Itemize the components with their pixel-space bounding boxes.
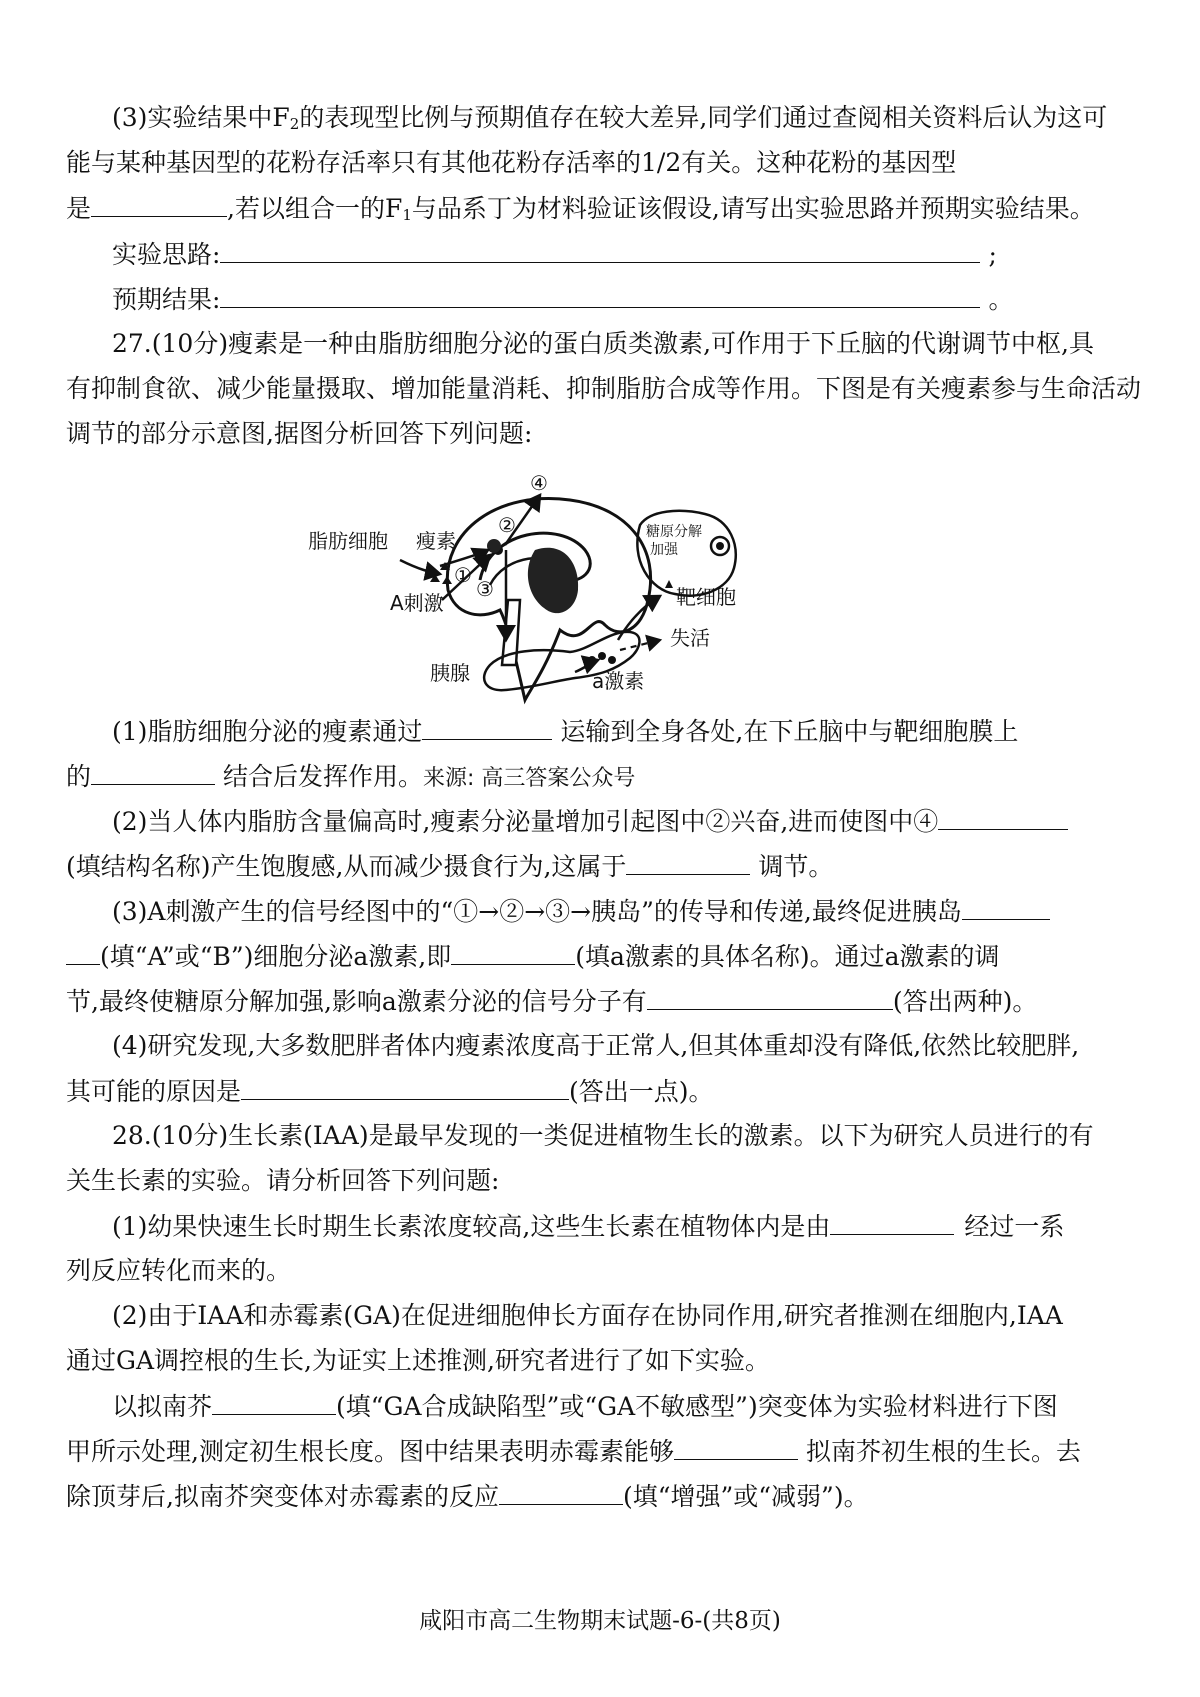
label-pancreas: 胰腺 <box>430 661 470 685</box>
label-hormone-a: a激素 <box>592 669 645 693</box>
q27-line3: 调节的部分示意图,据图分析回答下列问题: <box>66 419 533 448</box>
q27-line2: 有抑制食欲、减少能量摄取、增加能量消耗、抑制脂肪合成等作用。下图是有关瘦素参与生命活动 <box>66 374 1142 403</box>
receptor-marker <box>665 580 673 588</box>
q27-p1-line1: (1)脂肪细胞分泌的瘦素通过 运输到全身各处,在下丘脑中与靶细胞膜上 <box>112 713 1106 750</box>
q27-p1-line2: 的 结合后发挥作用。来源: 高三答案公众号 <box>66 758 1106 797</box>
answer-blank[interactable] <box>830 1208 954 1235</box>
q28-p3-line1: 以拟南芥 (填“GA合成缺陷型”或“GA不敏感型”)突变体为实验材料进行下图 <box>112 1388 1106 1425</box>
arrow-leptin-release <box>400 560 440 574</box>
label-glycogen-1: 糖原分解 <box>646 524 702 540</box>
source-note: 来源: 高三答案公众号 <box>423 766 636 791</box>
q27-p3-line1: (3)A刺激产生的信号经图中的“①→②→③→胰岛”的传导和传递,最终促进胰岛 <box>112 893 1106 930</box>
label-inactivate: 失活 <box>670 626 710 650</box>
answer-blank[interactable] <box>91 758 215 785</box>
label-n1: ① <box>454 563 472 587</box>
answer-blank[interactable] <box>674 1433 798 1460</box>
answer-blank[interactable] <box>66 938 100 965</box>
label-target-cell: 靶细胞 <box>676 585 736 609</box>
answer-blank[interactable] <box>938 803 1068 830</box>
label-leptin: 瘦素 <box>416 529 456 553</box>
label-n3: ③ <box>476 577 494 601</box>
answer-blank[interactable] <box>962 893 1050 920</box>
q28-p3-line3: 除顶芽后,拟南芥突变体对赤霉素的反应 (填“增强”或“减弱”)。 <box>66 1478 1106 1515</box>
q26-3-result-row: 预期结果: 。 <box>112 281 1106 318</box>
hypothalamus-cluster <box>487 539 501 553</box>
q27-p3-line3: 节,最终使糖原分解加强,影响a激素分泌的信号分子有 (答出两种)。 <box>66 983 1106 1020</box>
answer-blank[interactable] <box>241 1073 569 1100</box>
label-fat-cell: 脂肪细胞 <box>308 529 388 553</box>
q28-p1-line1: (1)幼果快速生长时期生长素浓度较高,这些生长素在植物体内是由 经过一系 <box>112 1208 1106 1245</box>
q28-p2-line2: 通过GA调控根的生长,为证实上述推测,研究者进行了如下实验。 <box>66 1346 770 1375</box>
arrow-hormone-to-target <box>618 596 660 640</box>
cerebellum <box>528 548 578 613</box>
label-a-stimulus: A刺激 <box>390 591 444 615</box>
answer-blank[interactable] <box>451 938 575 965</box>
answer-blank[interactable] <box>499 1478 623 1505</box>
answer-blank[interactable] <box>91 190 227 217</box>
answer-blank[interactable] <box>647 983 893 1010</box>
answer-blank[interactable] <box>212 1388 336 1415</box>
answer-blank[interactable] <box>220 281 980 308</box>
q26-3-line2: 能与某种基因型的花粉存活率只有其他花粉存活率的1/2有关。这种花粉的基因型 <box>66 148 957 177</box>
q27-p4-line2: 其可能的原因是 (答出一点)。 <box>66 1073 1106 1110</box>
q28-p1-line2: 列反应转化而来的。 <box>66 1256 292 1285</box>
q27-p3-line2: (填“A”或“B”)细胞分泌a激素,即 (填a激素的具体名称)。通过a激素的调 <box>66 938 1106 975</box>
q28-p2-line1: (2)由于IAA和赤霉素(GA)在促进细胞伸长方面存在协同作用,研究者推测在细胞内,IAA <box>112 1301 1063 1330</box>
label-glycogen-2: 加强 <box>650 542 678 558</box>
q27-line1: 27.(10分)瘦素是一种由脂肪细胞分泌的蛋白质类激素,可作用于下丘脑的代谢调节中枢,具 <box>112 329 1094 358</box>
answer-blank[interactable] <box>422 713 552 740</box>
q28-p3-line2: 甲所示处理,测定初生根长度。图中结果表明赤霉素能够 拟南芥初生根的生长。去 <box>66 1433 1106 1470</box>
q27-p2-line1: (2)当人体内脂肪含量偏高时,瘦素分泌量增加引起图中②兴奋,进而使图中④ <box>112 803 1106 840</box>
q26-3-line3: 是 ,若以组合一的$F_1$与品系丁为材料验证该假设,请写出实验思路并预期实验结果。 <box>66 190 1106 227</box>
label-n4: ④ <box>530 471 548 495</box>
q26-3-idea-row: 实验思路: ; <box>112 236 1106 273</box>
answer-blank[interactable] <box>626 848 750 875</box>
q27-p2-line2: (填结构名称)产生饱腹感,从而减少摄食行为,这属于 调节。 <box>66 848 1106 885</box>
q26-3-line1: (3)实验结果中$F_2$的表现型比例与预期值存在较大差异,同学们通过查阅相关资料后认为这可 <box>112 103 1108 133</box>
answer-blank[interactable] <box>220 236 980 263</box>
page-footer: 咸阳市高二生物期末试题-6-(共8页) <box>419 1608 781 1634</box>
q28-line2: 关生长素的实验。请分析回答下列问题: <box>66 1166 500 1195</box>
q28-line1: 28.(10分)生长素(IAA)是最早发现的一类促进植物生长的激素。以下为研究人员进行的有 <box>112 1121 1094 1150</box>
label-n2: ② <box>498 513 516 537</box>
q27-p4-line1: (4)研究发现,大多数肥胖者体内瘦素浓度高于正常人,但其体重却没有降低,依然比较肥胖, <box>112 1031 1080 1060</box>
